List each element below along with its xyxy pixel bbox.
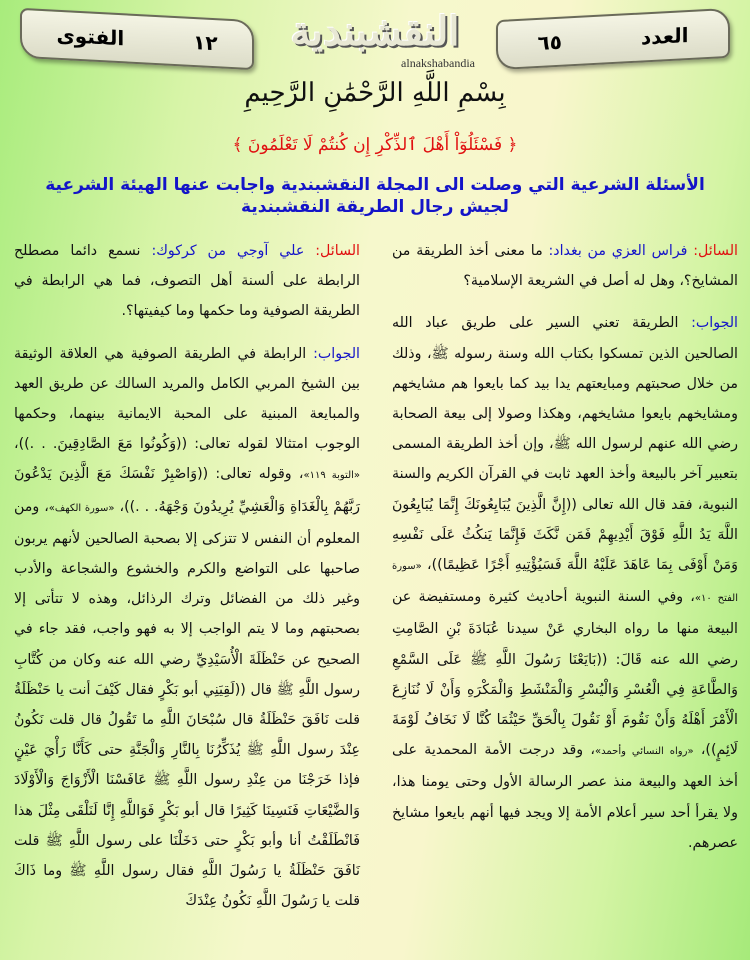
- answer-text: ، وقد درجت الأمة المحمدية على أخذ العهد والبيعة منذ عصر الرسالة الأول وحتى يومنا هذا، ولا يقرأ أحد سير أعلام الأمة إلا ويجد فيها أنهم بايعوا مشايخ عصرهم.: [392, 742, 738, 851]
- answer-label: الجواب:: [313, 345, 360, 362]
- page-number: ١٢: [193, 29, 218, 56]
- magazine-logo: [265, 4, 485, 70]
- question-2: [14, 236, 360, 327]
- asker-name: علي آوجي من كركوك:: [151, 243, 305, 259]
- column-question-2: [14, 236, 360, 928]
- answer-text: الرابطة في الطريقة الصوفية هي العلاقة الوثيقة بين الشيخ المربي الكامل والمريد السالك عن طريق العهد والمبايعة المبنية على المحبة الايمانية بينهما، وحكمها الوجوب امتثالا لقوله تعالى: ((وَكُونُوا مَعَ الصَّادِقِينَ. . .))،: [14, 345, 360, 453]
- basmala: بِسْمِ اللَّهِ الرَّحْمَٰنِ الرَّحِيمِ: [244, 78, 506, 108]
- issue-number: ٦٥: [537, 29, 562, 55]
- asker-label: السائل:: [315, 243, 360, 259]
- answer-1: [392, 308, 738, 858]
- issue-label: العدد: [641, 23, 689, 50]
- question-text: ما معنى أخذ الطريقة من المشايخ؟، وهل له أصل في الشريعة الإسلامية؟: [392, 243, 738, 290]
- page-title: الأسئلة الشرعية التي وصلت الى المجلة النقشبندية واجابت عنها الهيئة الشرعية لجيش رجال الطريقة النقشبندية: [45, 175, 705, 217]
- citation: «سورة الكهف»: [48, 502, 115, 514]
- answer-text: ، وفي السنة النبوية أحاديث كثيرة ومستفيضة عن البيعة منها ما رواه البخاري عَنْ سيدنا عُبَادَةَ بْنِ الصَّامِتِ رضي الله عنه قَالَ: ((بَايَعْنَا رَسُولَ اللَّهِ ﷺ عَلَى السَّمْعِ وَالطَّاعَةِ فِي الْعُسْرِ وَالْيُسْرِ وَالْمَنْشَطِ وَالْمَكْرَهِ وَأَنْ لَا نُنَازِعَ الْأَمْرَ أَهْلَهُ وَأَنْ نَقُومَ أَوْ نَقُولَ بِالْحَقِّ حَيْثُمَا كُنَّا لَا نَخَافُ لَوْمَةَ لَائِمٍ))،: [392, 589, 738, 759]
- column-question-1: [392, 236, 738, 870]
- section-banner: [20, 8, 254, 70]
- question-1: [392, 236, 738, 296]
- section-name: الفتوى: [56, 22, 125, 51]
- citation: «سورة الفتح ١٠»: [392, 561, 738, 605]
- asker-label: السائل:: [693, 243, 738, 259]
- quran-verse: ﴿ فَسْئَلُوٓاْ أَهْلَ ٱلذِّكْرِ إِن كُنتُمْ لَا تَعْلَمُونَ ﴾: [232, 135, 518, 155]
- question-text: نسمع دائما مصطلح الرابطة على ألسنة أهل التصوف، فما هي الرابطة في الطريقة الصوفية وما حكمها وما كيفيتها؟.: [14, 243, 360, 320]
- logo-arabic: النقشبندية: [290, 8, 460, 55]
- answer-2: [14, 339, 360, 917]
- citation: «رواه النسائي وأحمد»: [595, 746, 694, 758]
- answer-label: الجواب:: [691, 315, 738, 332]
- answer-text: الطريقة تعني السير على طريق عباد الله الصالحين الذين تمسكوا بكتاب الله وسنة رسوله ﷺ، وذلك من خلال صحبتهم ومبايعتهم يدا بيد كما بايعوا هم مشايخهم ومشايخهم بايعوا مشايخهم، وهكذا وصولا إلى بيعة الصحابة رضي الله عنهم لرسول الله ﷺ، وإن أخذ الطريقة المسمى بتعبير آخر بالبيعة وأخذ العهد ثابت في القرآن الكريم والسنة النبوية، فقد قال الله تعالى ((إِنَّ الَّذِينَ يُبَايِعُونَكَ إِنَّمَا يُبَايِعُونَ اللَّهَ يَدُ اللَّهِ فَوْقَ أَيْدِيهِمْ فَمَن نَّكَثَ فَإِنَّمَا يَنكُثُ عَلَى نَفْسِهِ وَمَنْ أَوْفَى بِمَا عَاهَدَ عَلَيْهُ اللَّهَ فَسَيُؤْتِيهِ أَجْرًا عَظِيمًا))،: [392, 315, 738, 574]
- answer-text: ، وقوله تعالى: ((وَاصْبِرْ نَفْسَكَ مَعَ الَّذِينَ يَدْعُونَ رَبَّهُمْ بِالْغَدَاةِ وَالْعَشِيِّ يُرِيدُونَ وَجْهَهُ. . .))،: [14, 466, 361, 515]
- citation: «التوبة ١١٩»: [303, 470, 361, 482]
- asker-name: فراس العزي من بغداد:: [548, 243, 688, 259]
- answer-text: ، ومن المعلوم أن النفس لا تتزكى إلا بصحبة الصالحين لأنهم يربون صاحبها على التواضع والكرم والخشوع والشجاعة والأدب وغير ذلك من الفضائل وترك الرذائل، وهذه لا تتأتى إلا بصحبتهم وما لا يتم الواجب إلا به فهو واجب، فقد جاء في الصحيح عن حَنْظَلَةَ الْأُسَيْدِيِّ رضي الله عنه وكان من كُتَّابِ رسول اللَّهِ ﷺ قال ((لَقِيَنِي أبو بَكْرٍ فقال كَيْفَ أنت يا حَنْظَلَةُ قلت نَافَقَ حَنْظَلَةُ قال سُبْحَانَ اللَّهِ ما تَقُولُ قال قلت نَكُونُ عِنْدَ رسول اللَّهِ ﷺ يُذَكِّرُنَا بِالنَّارِ وَالْجَنَّةِ حتى كَأَنَّا رَأْيَ عَيْنٍ فإذا خَرَجْنَا من عِنْدِ رسول اللَّهِ ﷺ عَافَسْنَا الْأَزْوَاجَ وَالْأَوْلَادَ وَالضَّيْعَاتِ فَنَسِينَا كَثِيرًا قال أبو بَكْرٍ فَوَاللَّهِ إِنَّا لَنَلْقَى مِثْلَ هذا فَانْطَلَقْتُ أنا وأبو بَكْرٍ حتى دَخَلْنَا على رسول اللَّهِ ﷺ قلت نَافَقَ حَنْظَلَةُ يا رَسُولَ اللَّهِ فقال رسول اللَّهِ ﷺ وما ذَاكَ قلت يا رَسُولَ اللَّهِ نَكُونُ عِنْدَكَ: [14, 498, 360, 910]
- issue-banner: [496, 8, 730, 70]
- logo-latin: alnakshabandia: [401, 56, 475, 70]
